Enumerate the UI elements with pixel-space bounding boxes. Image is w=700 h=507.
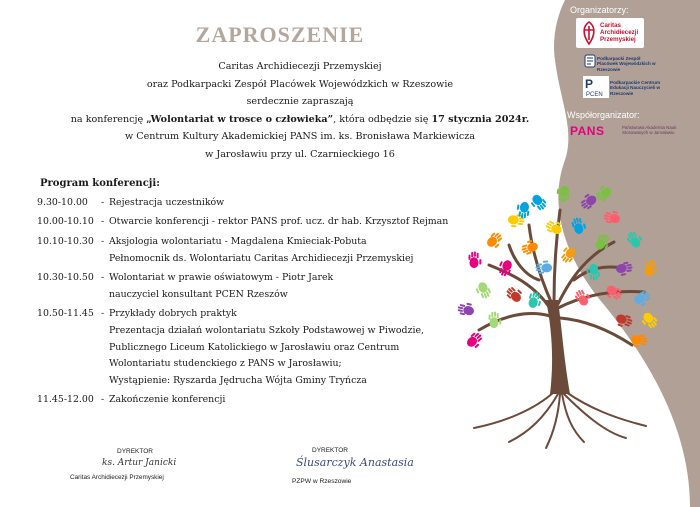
program-time: 10.50-11.45 xyxy=(37,308,94,320)
hand-leaf xyxy=(526,290,543,310)
hand-leaf xyxy=(456,301,475,317)
svg-text:P: P xyxy=(585,77,594,91)
tree-of-hands-illustration xyxy=(454,180,666,450)
co-organizer-heading: Współorganizator: xyxy=(567,110,640,120)
program-text: Aksjologia wolontariatu - Magdalena Kmieciak-Pobuta xyxy=(109,235,367,247)
intro-line: serdecznie zapraszają xyxy=(246,96,354,107)
hand-leaf xyxy=(615,261,634,277)
hand-leaf xyxy=(570,216,587,235)
intro-line: w Centrum Kultury Akademickiej PANS im. ks. Bronisława Markiewicza xyxy=(124,131,476,142)
hand-leaf xyxy=(474,280,492,300)
hand-leaf xyxy=(464,330,485,351)
program-item xyxy=(37,233,497,250)
hand-leaf xyxy=(488,311,501,328)
hand-leaf xyxy=(484,230,505,251)
hand-leaf xyxy=(578,191,599,211)
intro-line: oraz Podkarpacki Zespół Placówek Wojewódzkich w Rzeszowie xyxy=(146,78,454,90)
tree-root xyxy=(566,392,646,426)
program-separator: - xyxy=(101,235,105,247)
program-time: 9.30-10.00 xyxy=(37,196,88,208)
caritas-cross-icon xyxy=(579,20,599,46)
hand-leaf xyxy=(602,209,621,225)
signature-left-heading: DYREKTOR xyxy=(117,448,153,455)
pzpw-logo-text: Podkarpacki Zespół Placówek Wojewódzkich w Rzeszowie xyxy=(597,56,656,72)
hand-leaf xyxy=(625,229,645,250)
conference-title: „Wolontariat w trosce o człowieka” xyxy=(146,113,334,125)
signature-left-scribble: ks. Artur Janicki xyxy=(102,458,177,468)
signature-left-org: Caritas Archidiecezji Przemyskiej xyxy=(70,474,164,481)
pcen-logo-letters: PCEN xyxy=(586,92,603,98)
program-item xyxy=(37,214,497,231)
program-item xyxy=(37,194,497,211)
hand-leaf xyxy=(642,258,659,278)
intro-line: w Jarosławiu przy ul. Czarnieckiego 16 xyxy=(205,148,395,160)
program-item-detail: Wystąpienie: Ryszarda Jędrucha Wójta Gminy Tryńcza xyxy=(109,374,367,386)
signature-right-heading: DYREKTOR xyxy=(312,447,348,454)
hand-leaf xyxy=(586,263,601,281)
caritas-logo xyxy=(576,18,644,48)
hand-leaf xyxy=(544,218,565,237)
program-text: Wolontariat w prawie oświatowym - Piotr Jarek xyxy=(109,272,334,284)
program-item-detail: Prezentacja działań wolontariatu Szkoły Podstawowej w Piwodzie, xyxy=(109,324,425,336)
program-item-detail: Wolontariatu studenckiego z PANS w Jarosławiu; xyxy=(109,358,342,370)
program-heading: Program konferencji: xyxy=(40,178,160,189)
program-item-detail: nauczyciel konsultant PCEN Rzeszów xyxy=(109,288,288,300)
program-time: 11.45-12.00 xyxy=(37,394,94,406)
hand-leaf xyxy=(469,251,482,268)
program-text: Rejestracja uczestników xyxy=(109,196,225,208)
caritas-logo-text: Caritas Archidiecezji Przemyskiej xyxy=(600,22,639,43)
program-text: Zakończenie konferencji xyxy=(109,394,226,406)
program-separator: - xyxy=(101,216,105,228)
hand-leaf xyxy=(556,185,571,203)
hand-leaf xyxy=(573,287,592,308)
program-time: 10.10-10.30 xyxy=(37,235,94,247)
program-time: 10.00-10.10 xyxy=(37,216,94,228)
page-title: ZAPROSZENIE xyxy=(195,22,365,47)
program-separator: - xyxy=(101,196,105,208)
program-item xyxy=(37,269,497,286)
hand-leaf xyxy=(520,238,540,256)
intro-line xyxy=(40,111,560,129)
hand-leaf xyxy=(528,192,548,213)
program-separator: - xyxy=(101,394,105,406)
hand-leaf xyxy=(558,244,578,265)
tree-branch xyxy=(558,292,644,308)
tree-root xyxy=(474,392,554,428)
pzpw-logo-icon xyxy=(584,54,596,68)
program-time: 10.30-10.50 xyxy=(37,272,94,284)
tree-trunk xyxy=(546,300,570,394)
pcen-logo-text: Podkarpackie Centrum Edukacji Nauczycieli w Rzeszowie xyxy=(610,80,661,96)
program-item xyxy=(37,306,497,323)
program-text: Otwarcie konferencji - rektor PANS prof. ucz. dr hab. Krzysztof Rejman xyxy=(109,216,449,228)
pans-full-name: Państwowa Akademia Nauk Stosowanych w Jarosławiu xyxy=(622,125,677,136)
program-separator: - xyxy=(101,272,105,284)
intro-line: Caritas Archidiecezji Przemyskiej xyxy=(218,61,382,72)
intro-text: na konferencję xyxy=(70,113,147,125)
hand-leaf xyxy=(504,284,525,305)
hand-leaf xyxy=(614,312,634,330)
program-text: Przykłady dobrych praktyk xyxy=(109,308,237,320)
hand-leaf xyxy=(639,310,659,331)
program-list xyxy=(37,194,497,408)
signature-right-scribble: Ślusarczyk Anastasia xyxy=(296,456,414,469)
signature-right-org: PZPW w Rzeszowie xyxy=(292,478,352,485)
invitation-intro xyxy=(40,58,560,163)
tree-root xyxy=(564,394,626,438)
conference-date: 17 stycznia 2024r. xyxy=(431,113,530,125)
program-item-detail: Pełnomocnik ds. Wolontariatu Caritas Archidiecezji Przemyskiej xyxy=(109,252,414,264)
organizers-heading: Organizatorzy: xyxy=(570,5,629,15)
intro-text: , która odbędzie się xyxy=(333,113,432,125)
pcen-logo-icon xyxy=(583,76,609,98)
program-item-detail: Publicznego Liceum Katolickiego w Jarosławiu oraz Centrum xyxy=(109,341,400,353)
pans-logo: PANS xyxy=(570,124,605,138)
program-item xyxy=(37,392,497,409)
program-separator: - xyxy=(101,308,105,320)
